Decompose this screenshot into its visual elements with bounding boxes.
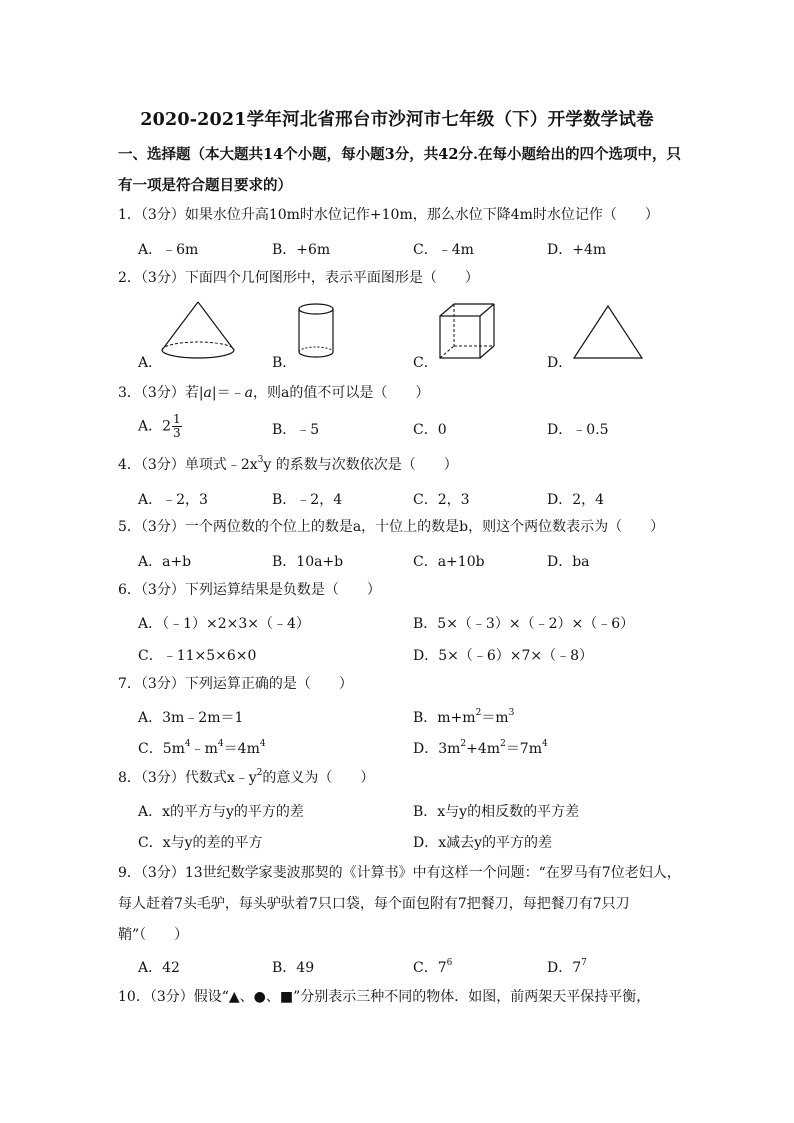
q8-option-c[interactable]: C．x与y的差的平方 <box>138 835 263 851</box>
q9-option-c[interactable]: C．$7^6$ <box>413 958 453 976</box>
q3-option-d[interactable]: D．﹣0.5 <box>547 422 609 438</box>
q1-option-d[interactable]: D．+4m <box>547 242 607 258</box>
question-4-stem: 4．（3分）单项式$﹣2x^3y$ 的系数与次数依次是（ ） <box>118 455 458 473</box>
question-6-stem: 6．（3分）下列运算结果是负数是（ ） <box>118 582 381 598</box>
question-9-stem: 9．（3分）13世纪数学家斐波那契的《计算书》中有这样一个问题：“在罗马有7位老妇人，每人赶着7头毛驴，每头驴驮着7只口袋，每个面包附有7把餐刀，每把餐刀有7只刀鞘”（ ） <box>118 865 681 943</box>
q9-option-d[interactable]: D．$7^7$ <box>547 958 587 976</box>
q7-option-d[interactable]: D．$3m^2+4m^2=7m^4$ <box>413 739 548 757</box>
q8-option-d[interactable]: D．x减去y的平方的差 <box>413 835 553 851</box>
cone-icon <box>158 300 238 362</box>
q3-option-a[interactable]: A．2 $\frac{1}{3}$ <box>138 412 181 440</box>
q5-option-c[interactable]: C．a+10b <box>413 554 485 570</box>
section-header: 一、选择题（本大题共14个小题，每小题3分，共42分.在每小题给出的四个选项中，只有一项是符合题目要求的） <box>118 146 681 194</box>
q7-option-c[interactable]: C．$5m^4﹣m^4=4m^4$ <box>138 739 266 757</box>
q5-option-d[interactable]: D．ba <box>547 554 590 570</box>
q2-option-b[interactable]: B． <box>272 355 297 371</box>
q3-option-b[interactable]: B．﹣5 <box>272 422 320 438</box>
question-7-stem: 7．（3分）下列运算正确的是（ ） <box>118 676 353 692</box>
cube-icon <box>438 302 496 364</box>
q4-option-a[interactable]: A．﹣2，3 <box>138 492 208 508</box>
q6-option-d[interactable]: D．5×（﹣6）×7×（﹣8） <box>413 648 594 664</box>
question-1-stem: 1．（3分）如果水位升高10m时水位记作+10m，那么水位下降4m时水位记作（ ） <box>118 207 659 223</box>
q7-option-a[interactable]: A．3m﹣2m＝1 <box>138 710 244 726</box>
q4-option-b[interactable]: B．﹣2，4 <box>272 492 343 508</box>
exam-title: 2020-2021学年河北省邢台市沙河市七年级（下）开学数学试卷 <box>140 110 654 130</box>
q9-option-a[interactable]: A．42 <box>138 960 180 976</box>
q6-option-c[interactable]: C．﹣11×5×6×0 <box>138 648 257 664</box>
cylinder-icon <box>296 302 340 364</box>
q6-option-a[interactable]: A．（﹣1）×2×3×（﹣4） <box>138 616 310 632</box>
q4-option-c[interactable]: C．2，3 <box>413 492 470 508</box>
question-10-stem: 10．（3分）假设“▲、●、■”分别表示三种不同的物体．如图，前两架天平保持平衡， <box>118 989 651 1005</box>
question-8-stem: 8．（3分）代数式$x﹣y^2$的意义为（ ） <box>118 768 375 786</box>
question-5-stem: 5．（3分）一个两位数的个位上的数是a，十位上的数是b，则这个两位数表示为（ ） <box>118 519 665 535</box>
q5-option-b[interactable]: B．10a+b <box>272 554 344 570</box>
q1-option-b[interactable]: B．+6m <box>272 242 331 258</box>
fraction: $\frac{1}{3}$ <box>173 412 181 440</box>
q2-option-d[interactable]: D． <box>547 355 573 371</box>
q1-option-c[interactable]: C．﹣4m <box>413 242 474 258</box>
q2-option-c[interactable]: C． <box>413 355 438 371</box>
q8-option-b[interactable]: B．x与y的相反数的平方差 <box>413 804 580 820</box>
q1-option-a[interactable]: A．﹣6m <box>138 242 199 258</box>
q6-option-b[interactable]: B．5×（﹣3）×（﹣2）×（﹣6） <box>413 616 635 632</box>
q5-option-a[interactable]: A．a+b <box>138 554 192 570</box>
q2-option-a[interactable]: A． <box>138 355 163 371</box>
question-3-stem: 3．（3分）若|a|＝﹣a，则a的值不可以是（ ） <box>118 385 430 401</box>
question-2-stem: 2．（3分）下面四个几何图形中，表示平面图形是（ ） <box>118 270 479 286</box>
q7-option-b[interactable]: B．$m+m^2=m^3$ <box>413 708 515 726</box>
q8-option-a[interactable]: A．x的平方与y的平方的差 <box>138 804 304 820</box>
q3-option-c[interactable]: C．0 <box>413 422 447 438</box>
triangle-icon <box>572 304 646 362</box>
q4-option-d[interactable]: D．2，4 <box>547 492 605 508</box>
q9-option-b[interactable]: B．49 <box>272 960 315 976</box>
